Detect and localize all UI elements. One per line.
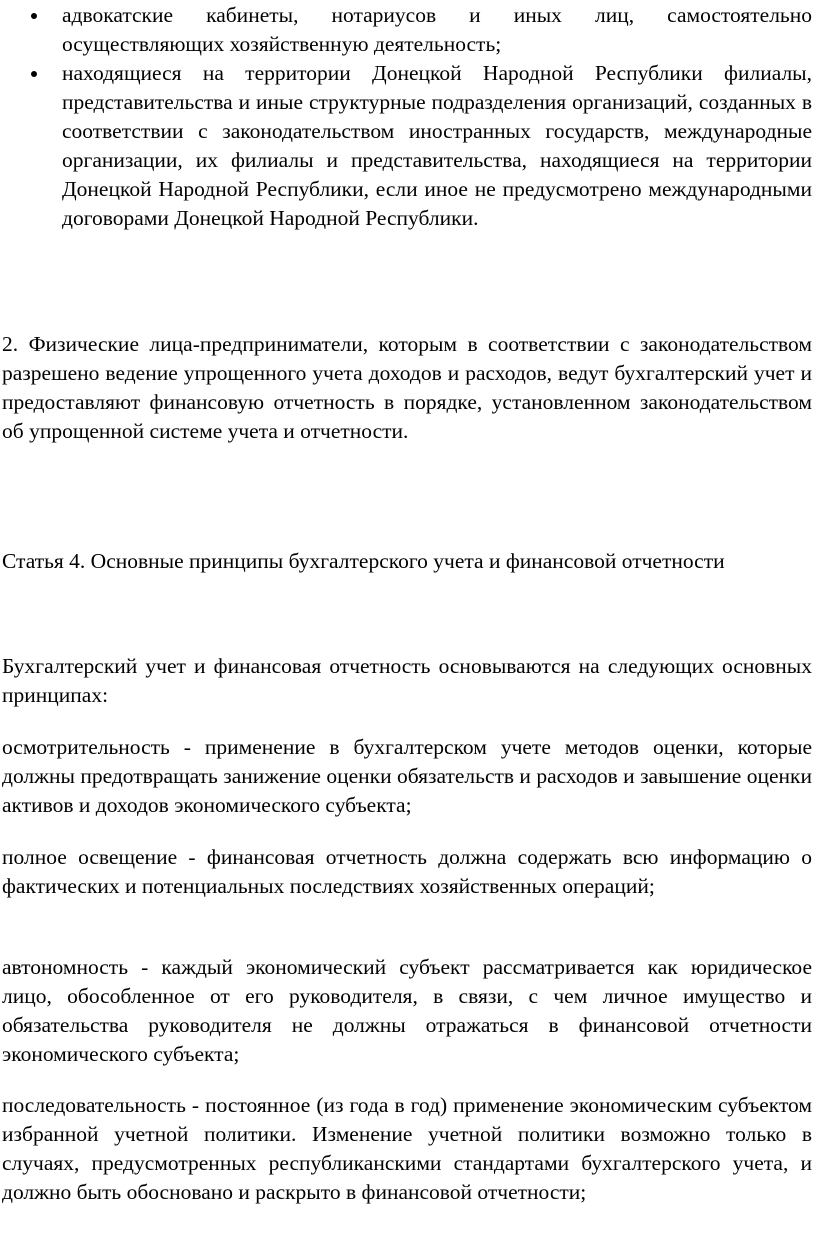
paragraph-2: 2. Физические лица-предприниматели, которым в соответствии с законодательством разрешено ведение упрощенного учета доходов и расходов, ведут бухгалтерский учет и предоставляют финансовую отчетность в порядке, установленном законодательством об упрощенной системе учета и отчетности.: [2, 332, 812, 443]
principle-full-disclosure: полное освещение - финансовая отчетность должна содержать всю информацию о фактических и потенциальных последствиях хозяйственных операций;: [2, 845, 812, 898]
principle-prudence: осмотрительность - применение в бухгалтерском учете методов оценки, которые должны предотвращать занижение оценки обязательств и расходов и завышение оценки активов и доходов экономического субъекта;: [2, 735, 812, 817]
bullet-icon: [31, 71, 37, 77]
principle-consistency: последовательность - постоянное (из года в год) применение экономическим субъектом избранной учетной политики. Изменение учетной политики возможно только в случаях, предусмотренных республиканскими стандартами бухгалтерского учета, и должно быть обосновано и раскрыто в финансовой отчетности;: [2, 1093, 812, 1204]
list-item-text: адвокатские кабинеты, нотариусов и иных лиц, самостоятельно осуществляющих хозяйственную деятельность;: [62, 3, 812, 56]
list-item: [0, 59, 812, 233]
article-heading: Статья 4. Основные принципы бухгалтерского учета и финансовой отчетности: [2, 549, 725, 573]
principle-autonomy: автономность - каждый экономический субъект рассматривается как юридическое лицо, обособленное от его руководителя, в связи, с чем личное имущество и обязательства руководителя не должны отражаться в финансовой отчетности экономического субъекта;: [2, 955, 812, 1066]
bullet-icon: [31, 13, 37, 19]
intro-paragraph: Бухгалтерский учет и финансовая отчетность основываются на следующих основных принципах:: [2, 654, 812, 707]
bullet-list: [0, 1, 812, 233]
list-item-text: находящиеся на территории Донецкой Народной Республики филиалы, представительства и иные структурные подразделения организаций, созданных в соответствии с законодательством иностранных государств, международные организации, их филиалы и представительства, находящиеся на территории Донецкой Народной Республики, если иное не предусмотрено международными договорами Донецкой Народной Республики.: [62, 61, 812, 230]
list-item: [0, 1, 812, 59]
